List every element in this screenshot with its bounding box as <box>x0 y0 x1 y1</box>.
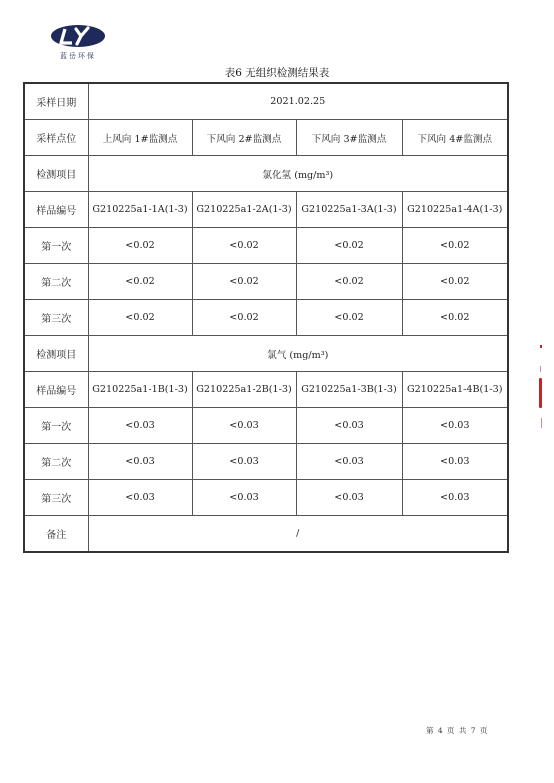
item-name: 氯化氢 (mg/m³) <box>88 156 508 192</box>
table-row <box>24 264 508 300</box>
seal-edge-mark <box>540 345 542 348</box>
ly-logo-icon <box>48 22 108 50</box>
table-row <box>24 480 508 516</box>
seal-edge-mark <box>540 366 541 372</box>
result-value: <0.02 <box>192 264 296 300</box>
result-value: <0.03 <box>192 408 296 444</box>
round-label: 第一次 <box>24 228 88 264</box>
sampling-point: 下风向 4#监测点 <box>402 120 508 156</box>
item-label: 检测项目 <box>24 156 88 192</box>
sample-id: G210225a1-2A(1-3) <box>192 192 296 228</box>
sample-id: G210225a1-1A(1-3) <box>88 192 192 228</box>
result-value: <0.03 <box>402 480 508 516</box>
round-label: 第三次 <box>24 300 88 336</box>
round-label: 第一次 <box>24 408 88 444</box>
result-value: <0.03 <box>192 444 296 480</box>
sample-id: G210225a1-4B(1-3) <box>402 372 508 408</box>
sampling-date: 2021.02.25 <box>88 83 508 120</box>
result-value: <0.02 <box>296 300 402 336</box>
result-value: <0.02 <box>192 228 296 264</box>
result-value: <0.02 <box>402 228 508 264</box>
remark-value: / <box>88 516 508 553</box>
table-row <box>24 120 508 156</box>
table-row <box>24 156 508 192</box>
result-value: <0.02 <box>88 264 192 300</box>
round-label: 第二次 <box>24 264 88 300</box>
table-row <box>24 372 508 408</box>
result-value: <0.02 <box>296 228 402 264</box>
company-logo <box>48 22 112 61</box>
sample-id: G210225a1-3A(1-3) <box>296 192 402 228</box>
table-row <box>24 192 508 228</box>
sampling-point: 上风向 1#监测点 <box>88 120 192 156</box>
result-value: <0.03 <box>296 444 402 480</box>
item-name: 氯气 (mg/m³) <box>88 336 508 372</box>
sampling-point-label: 采样点位 <box>24 120 88 156</box>
result-value: <0.03 <box>88 444 192 480</box>
logo-text: 蓝岳环保 <box>60 52 96 60</box>
table-row <box>24 408 508 444</box>
table-row <box>24 300 508 336</box>
sample-id: G210225a1-2B(1-3) <box>192 372 296 408</box>
result-value: <0.03 <box>88 480 192 516</box>
result-value: <0.03 <box>402 444 508 480</box>
sample-id: G210225a1-4A(1-3) <box>402 192 508 228</box>
result-value: <0.02 <box>88 228 192 264</box>
remark-label: 备注 <box>24 516 88 553</box>
table-title: 表6 无组织检测结果表 <box>224 67 330 79</box>
page-number: 第 4 页 共 7 页 <box>426 726 489 735</box>
table-row <box>24 83 508 120</box>
result-value: <0.02 <box>296 264 402 300</box>
item-label: 检测项目 <box>24 336 88 372</box>
result-value: <0.02 <box>192 300 296 336</box>
seal-edge-mark <box>539 378 542 408</box>
result-value: <0.02 <box>402 264 508 300</box>
sample-label: 样品编号 <box>24 372 88 408</box>
result-table <box>23 82 509 553</box>
seal-edge-mark <box>541 418 542 428</box>
table-row <box>24 444 508 480</box>
sampling-point: 下风向 3#监测点 <box>296 120 402 156</box>
round-label: 第三次 <box>24 480 88 516</box>
sample-id: G210225a1-1B(1-3) <box>88 372 192 408</box>
result-value: <0.03 <box>192 480 296 516</box>
result-value: <0.03 <box>296 480 402 516</box>
result-value: <0.03 <box>88 408 192 444</box>
sampling-point: 下风向 2#监测点 <box>192 120 296 156</box>
table-row <box>24 336 508 372</box>
result-value: <0.02 <box>402 300 508 336</box>
sample-id: G210225a1-3B(1-3) <box>296 372 402 408</box>
sampling-date-label: 采样日期 <box>24 83 88 120</box>
sample-label: 样品编号 <box>24 192 88 228</box>
table-row <box>24 228 508 264</box>
result-value: <0.03 <box>296 408 402 444</box>
result-value: <0.03 <box>402 408 508 444</box>
table-row <box>24 516 508 553</box>
result-value: <0.02 <box>88 300 192 336</box>
round-label: 第二次 <box>24 444 88 480</box>
